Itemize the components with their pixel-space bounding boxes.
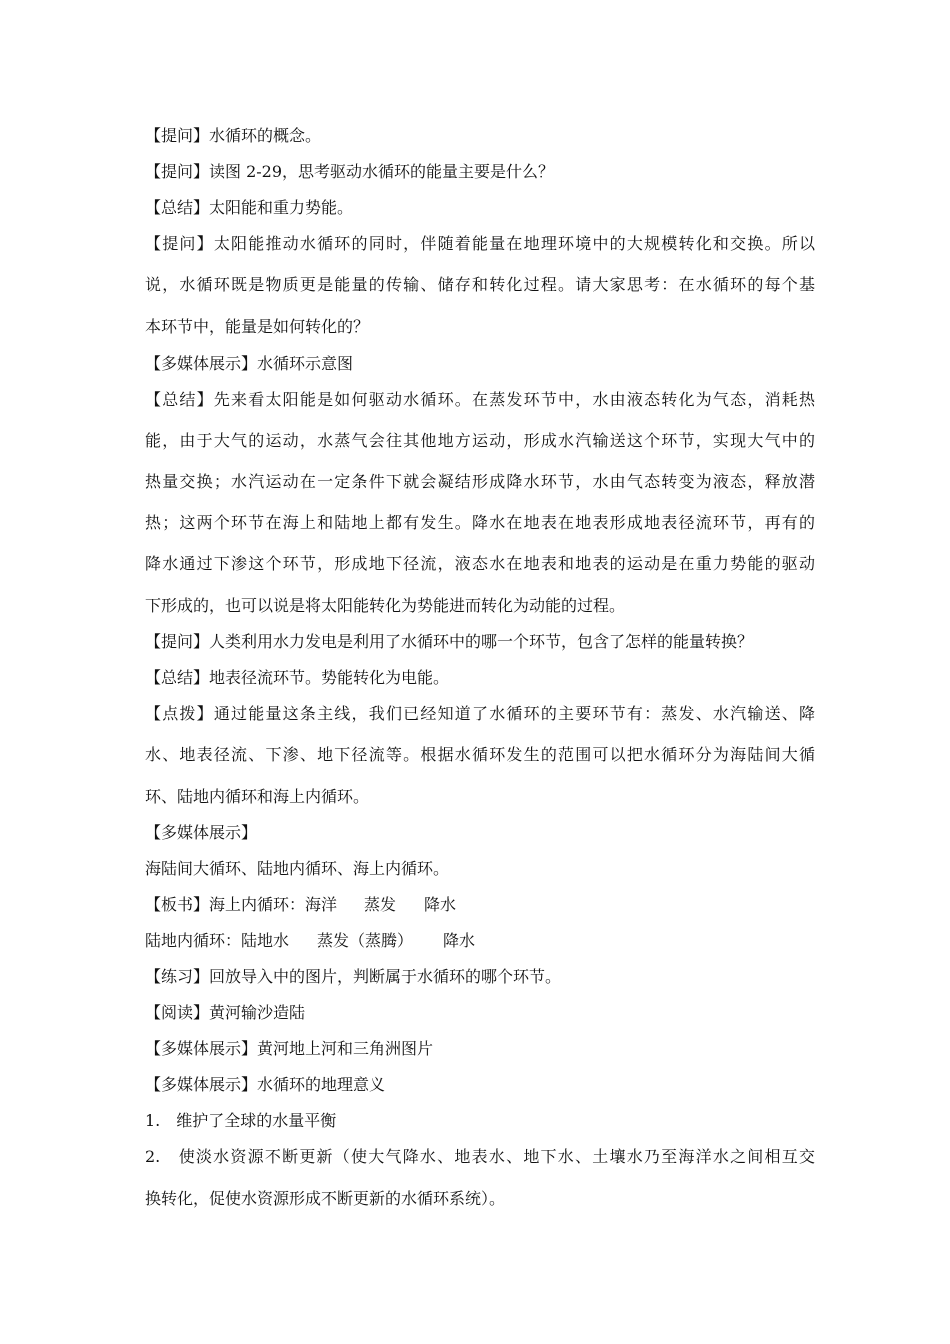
summary-paragraph-line-6: 下形成的，也可以说是将太阳能转化为势能进而转化为动能的过程。 — [145, 596, 626, 615]
summary-paragraph-line-1: 【总结】先来看太阳能是如何驱动水循环。在蒸发环节中，水由液态转化为气态，消耗热 — [145, 390, 815, 409]
question-transform-line-2: 说，水循环既是物质更是能量的传输、储存和转化过程。请大家思考：在水循环的每个基 — [145, 275, 815, 294]
board-land-step-evaporation: 蒸发（蒸腾） — [317, 931, 414, 950]
board-sea-cycle — [145, 895, 815, 915]
multimedia-yellow-river: 【多媒体展示】黄河地上河和三角洲图片 — [145, 1039, 434, 1058]
summary-paragraph-line-2: 能，由于大气的运动，水蒸气会往其他地方运动，形成水汽输送这个环节，实现大气中的 — [145, 431, 815, 450]
question-hydropower: 【提问】人类利用水力发电是利用了水循环中的哪一个环节，包含了怎样的能量转换？ — [145, 632, 754, 651]
question-transform-line-3: 本环节中，能量是如何转化的？ — [145, 317, 370, 336]
multimedia-significance: 【多媒体展示】水循环的地理意义 — [145, 1075, 386, 1094]
tip-paragraph-line-1: 【点拨】通过能量这条主线，我们已经知道了水循环的主要环节有：蒸发、水汽输送、降 — [145, 704, 815, 723]
summary-paragraph-line-4: 热；这两个环节在海上和陆地上都有发生。降水在地表在地表形成地表径流环节，再有的 — [145, 513, 815, 532]
summary-paragraph-line-5: 降水通过下渗这个环节，形成地下径流，液态水在地表和地表的运动是在重力势能的驱动 — [145, 554, 815, 573]
question-concept: 【提问】水循环的概念。 — [145, 126, 322, 145]
significance-item-2-line-1: 2. 使淡水资源不断更新（使大气降水、地表水、地下水、土壤水乃至海洋水之间相互交 — [145, 1147, 815, 1166]
summary-hydropower: 【总结】地表径流环节。势能转化为电能。 — [145, 668, 450, 687]
board-sea-step-precipitation: 降水 — [424, 895, 457, 914]
board-sea-step-evaporation: 蒸发 — [364, 895, 397, 914]
tip-paragraph-line-3: 环、陆地内循环和海上内循环。 — [145, 787, 370, 806]
board-sea-label: 【板书】海上内循环：海洋 — [145, 895, 338, 914]
question-transform-line-1: 【提问】太阳能推动水循环的同时，伴随着能量在地理环境中的大规模转化和交换。所以 — [145, 234, 815, 253]
board-land-label: 陆地内循环：陆地水 — [145, 931, 290, 950]
exercise: 【练习】回放导入中的图片，判断属于水循环的哪个环节。 — [145, 967, 562, 986]
cycle-types: 海陆间大循环、陆地内循环、海上内循环。 — [145, 859, 450, 878]
summary-energy: 【总结】太阳能和重力势能。 — [145, 198, 354, 217]
multimedia-heading: 【多媒体展示】 — [145, 823, 258, 842]
board-land-step-precipitation: 降水 — [443, 931, 476, 950]
multimedia-diagram: 【多媒体展示】水循环示意图 — [145, 354, 354, 373]
summary-paragraph-line-3: 热量交换；水汽运动在一定条件下就会凝结形成降水环节，水由气态转变为液态，释放潜 — [145, 472, 815, 491]
tip-paragraph-line-2: 水、地表径流、下渗、地下径流等。根据水循环发生的范围可以把水循环分为海陆间大循 — [145, 745, 815, 764]
board-land-cycle — [145, 931, 815, 951]
significance-item-1: 1. 维护了全球的水量平衡 — [145, 1111, 337, 1130]
question-energy: 【提问】读图 2-29，思考驱动水循环的能量主要是什么？ — [145, 162, 555, 181]
reading: 【阅读】黄河输沙造陆 — [145, 1003, 306, 1022]
significance-item-2-line-2: 换转化，促使水资源形成不断更新的水循环系统）。 — [145, 1189, 506, 1208]
